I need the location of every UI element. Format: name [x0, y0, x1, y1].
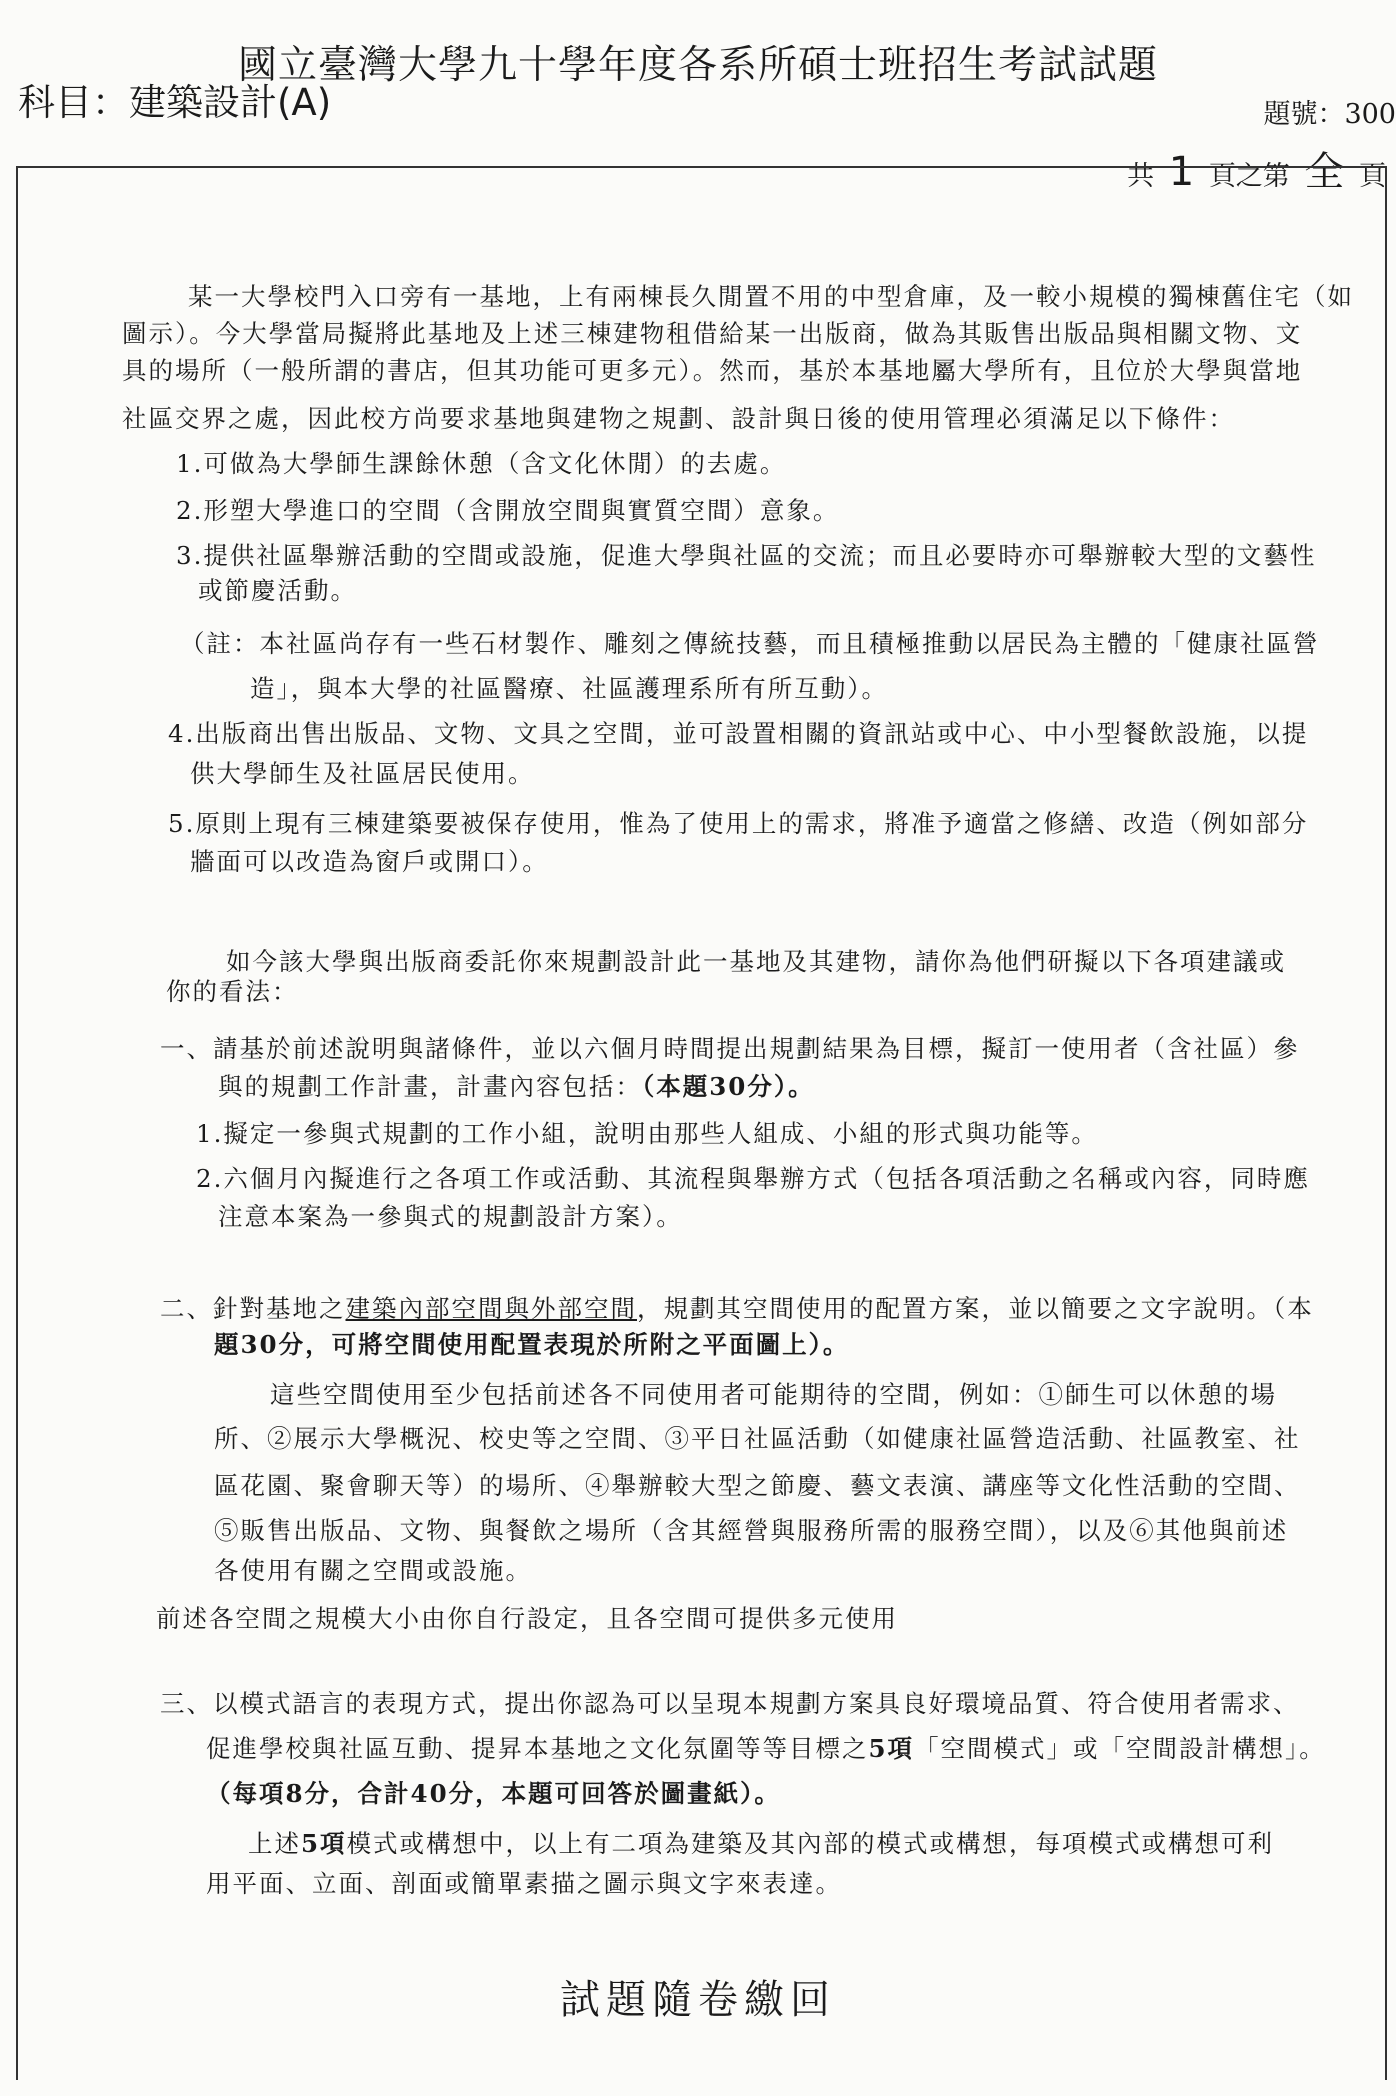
q3-count: 5項 [301, 1829, 347, 1858]
intro-line: 社區交界之處，因此校方尚要求基地與建物之規劃、設計與日後的使用管理必須滿足以下條件： [122, 404, 1235, 433]
subject-label: 科目：建築設計(A) [18, 81, 332, 124]
q1-score: （本題30分）。 [642, 1072, 815, 1101]
q1-line [218, 1068, 815, 1103]
q3-line: 用平面、立面、剖面或簡單素描之圖示與文字來表達。 [206, 1869, 842, 1898]
q2-score: 題30分，可將空間使用配置表現於所附之平面圖上）。 [214, 1330, 850, 1359]
q2-detail: ⑤販售出版品、文物、與餐飲之場所（含其經營與服務所需的服務空間），以及⑥其他與前述 [214, 1516, 1289, 1545]
condition-item: 或節慶活動。 [198, 576, 357, 605]
page-suffix: 頁 [1359, 161, 1386, 192]
footer-note: 試題隨卷繳回 [560, 1977, 836, 2023]
q1-line: 一、請基於前述說明與諸條件，並以六個月時間提出規劃結果為目標，擬訂一使用者（含社區）參 [160, 1034, 1300, 1063]
page-total: 1 [1168, 149, 1195, 195]
q1-text: 與的規劃工作計畫，計畫內容包括： [218, 1072, 642, 1101]
request-line: 你的看法： [166, 977, 299, 1006]
q3-text: 模式或構想中，以上有二項為建築及其內部的模式或構想，每項模式或構想可利 [346, 1829, 1275, 1858]
page-middle: 頁之第 [1208, 161, 1290, 192]
condition-item: 2.形塑大學進口的空間（含開放空間與實質空間）意象。 [176, 496, 840, 525]
q3-text: 「空間模式」或「空間設計構想」。 [914, 1734, 1326, 1763]
condition-item: 3.提供社區舉辦活動的空間或設施，促進大學與社區的交流；而且必要時亦可舉辦較大型的文藝性 [176, 541, 1317, 570]
condition-item: 供大學師生及社區居民使用。 [190, 759, 535, 788]
intro-line: 具的場所（一般所謂的書店，但其功能可更多元）。然而，基於本基地屬大學所有，且位於大學與當地 [122, 356, 1303, 385]
q2-text: 二、針對基地之 [160, 1294, 346, 1323]
q3-line [248, 1825, 1274, 1860]
condition-item: 牆面可以改造為窗戶或開口）。 [190, 847, 549, 876]
q3-text: 促進學校與社區互動、提昇本基地之文化氛圍等等目標之 [206, 1734, 869, 1763]
q2-detail: 各使用有關之空間或設施。 [214, 1556, 532, 1585]
intro-line: 圖示）。今大學當局擬將此基地及上述三棟建物租借給某一出版商，做為其販售出版品與相關文物、文 [122, 319, 1303, 348]
exam-title: 國立臺灣大學九十學年度各系所碩士班招生考試試題 [237, 43, 1158, 88]
condition-note: 造」，與本大學的社區醫療、社區護理系所有所互動）。 [250, 674, 888, 703]
q2-underlined: 建築內部空間與外部空間 [345, 1294, 637, 1323]
q1-item: 1.擬定一參與式規劃的工作小組，說明由那些人組成、小組的形式與功能等。 [196, 1119, 1098, 1148]
q1-item: 注意本案為一參與式的規劃設計方案）。 [218, 1202, 683, 1231]
question-number: 題號：300 [1263, 99, 1396, 130]
q2-text: ，規劃其空間使用的配置方案，並以簡要之文字說明。（本 [637, 1294, 1314, 1323]
q2-detail: 區花園、聚會聊天等）的場所、④舉辦較大型之節慶、藝文表演、講座等文化性活動的空間、 [214, 1471, 1301, 1500]
q3-score: （每項8分，合計40分，本題可回答於圖畫紙）。 [206, 1779, 781, 1808]
page-prefix: 共 [1127, 161, 1155, 192]
q1-item: 2.六個月內擬進行之各項工作或活動、其流程與舉辦方式（包括各項活動之名稱或內容，同時應 [196, 1164, 1310, 1193]
q3-count: 5項 [868, 1734, 915, 1763]
q3-line: 三、以模式語言的表現方式，提出你認為可以呈現本規劃方案具良好環境品質、符合使用者需求、 [160, 1689, 1300, 1718]
q2-detail: 所、②展示大學概況、校史等之空間、③平日社區活動（如健康社區營造活動、社區教室、社 [214, 1424, 1301, 1453]
intro-line: 某一大學校門入口旁有一基地，上有兩棟長久閒置不用的中型倉庫，及一較小規模的獨棟舊住宅（如 [188, 282, 1354, 311]
q3-line [206, 1730, 1326, 1765]
q2-line [160, 1290, 1314, 1325]
q2-note: 前述各空間之規模大小由你自行設定，且各空間可提供多元使用 [156, 1604, 898, 1633]
request-line: 如今該大學與出版商委託你來規劃設計此一基地及其建物，請你為他們研擬以下各項建議或 [226, 947, 1286, 976]
condition-item: 5.原則上現有三棟建築要被保存使用，惟為了使用上的需求，將准予適當之修繕、改造（例如部分 [168, 809, 1309, 838]
condition-item: 4.出版商出售出版品、文物、文具之空間，並可設置相關的資訊站或中心、中小型餐飲設施，以提 [168, 719, 1309, 748]
q2-detail: 這些空間使用至少包括前述各不同使用者可能期待的空間，例如：①師生可以休憩的場 [270, 1380, 1277, 1409]
page-current: 全 [1304, 149, 1345, 195]
q3-text: 上述 [248, 1829, 301, 1858]
condition-item: 1.可做為大學師生課餘休憩（含文化休閒）的去處。 [176, 449, 787, 478]
condition-note: （註：本社區尚存有一些石材製作、雕刻之傳統技藝，而且積極推動以居民為主體的「健康社區營 [180, 629, 1320, 658]
